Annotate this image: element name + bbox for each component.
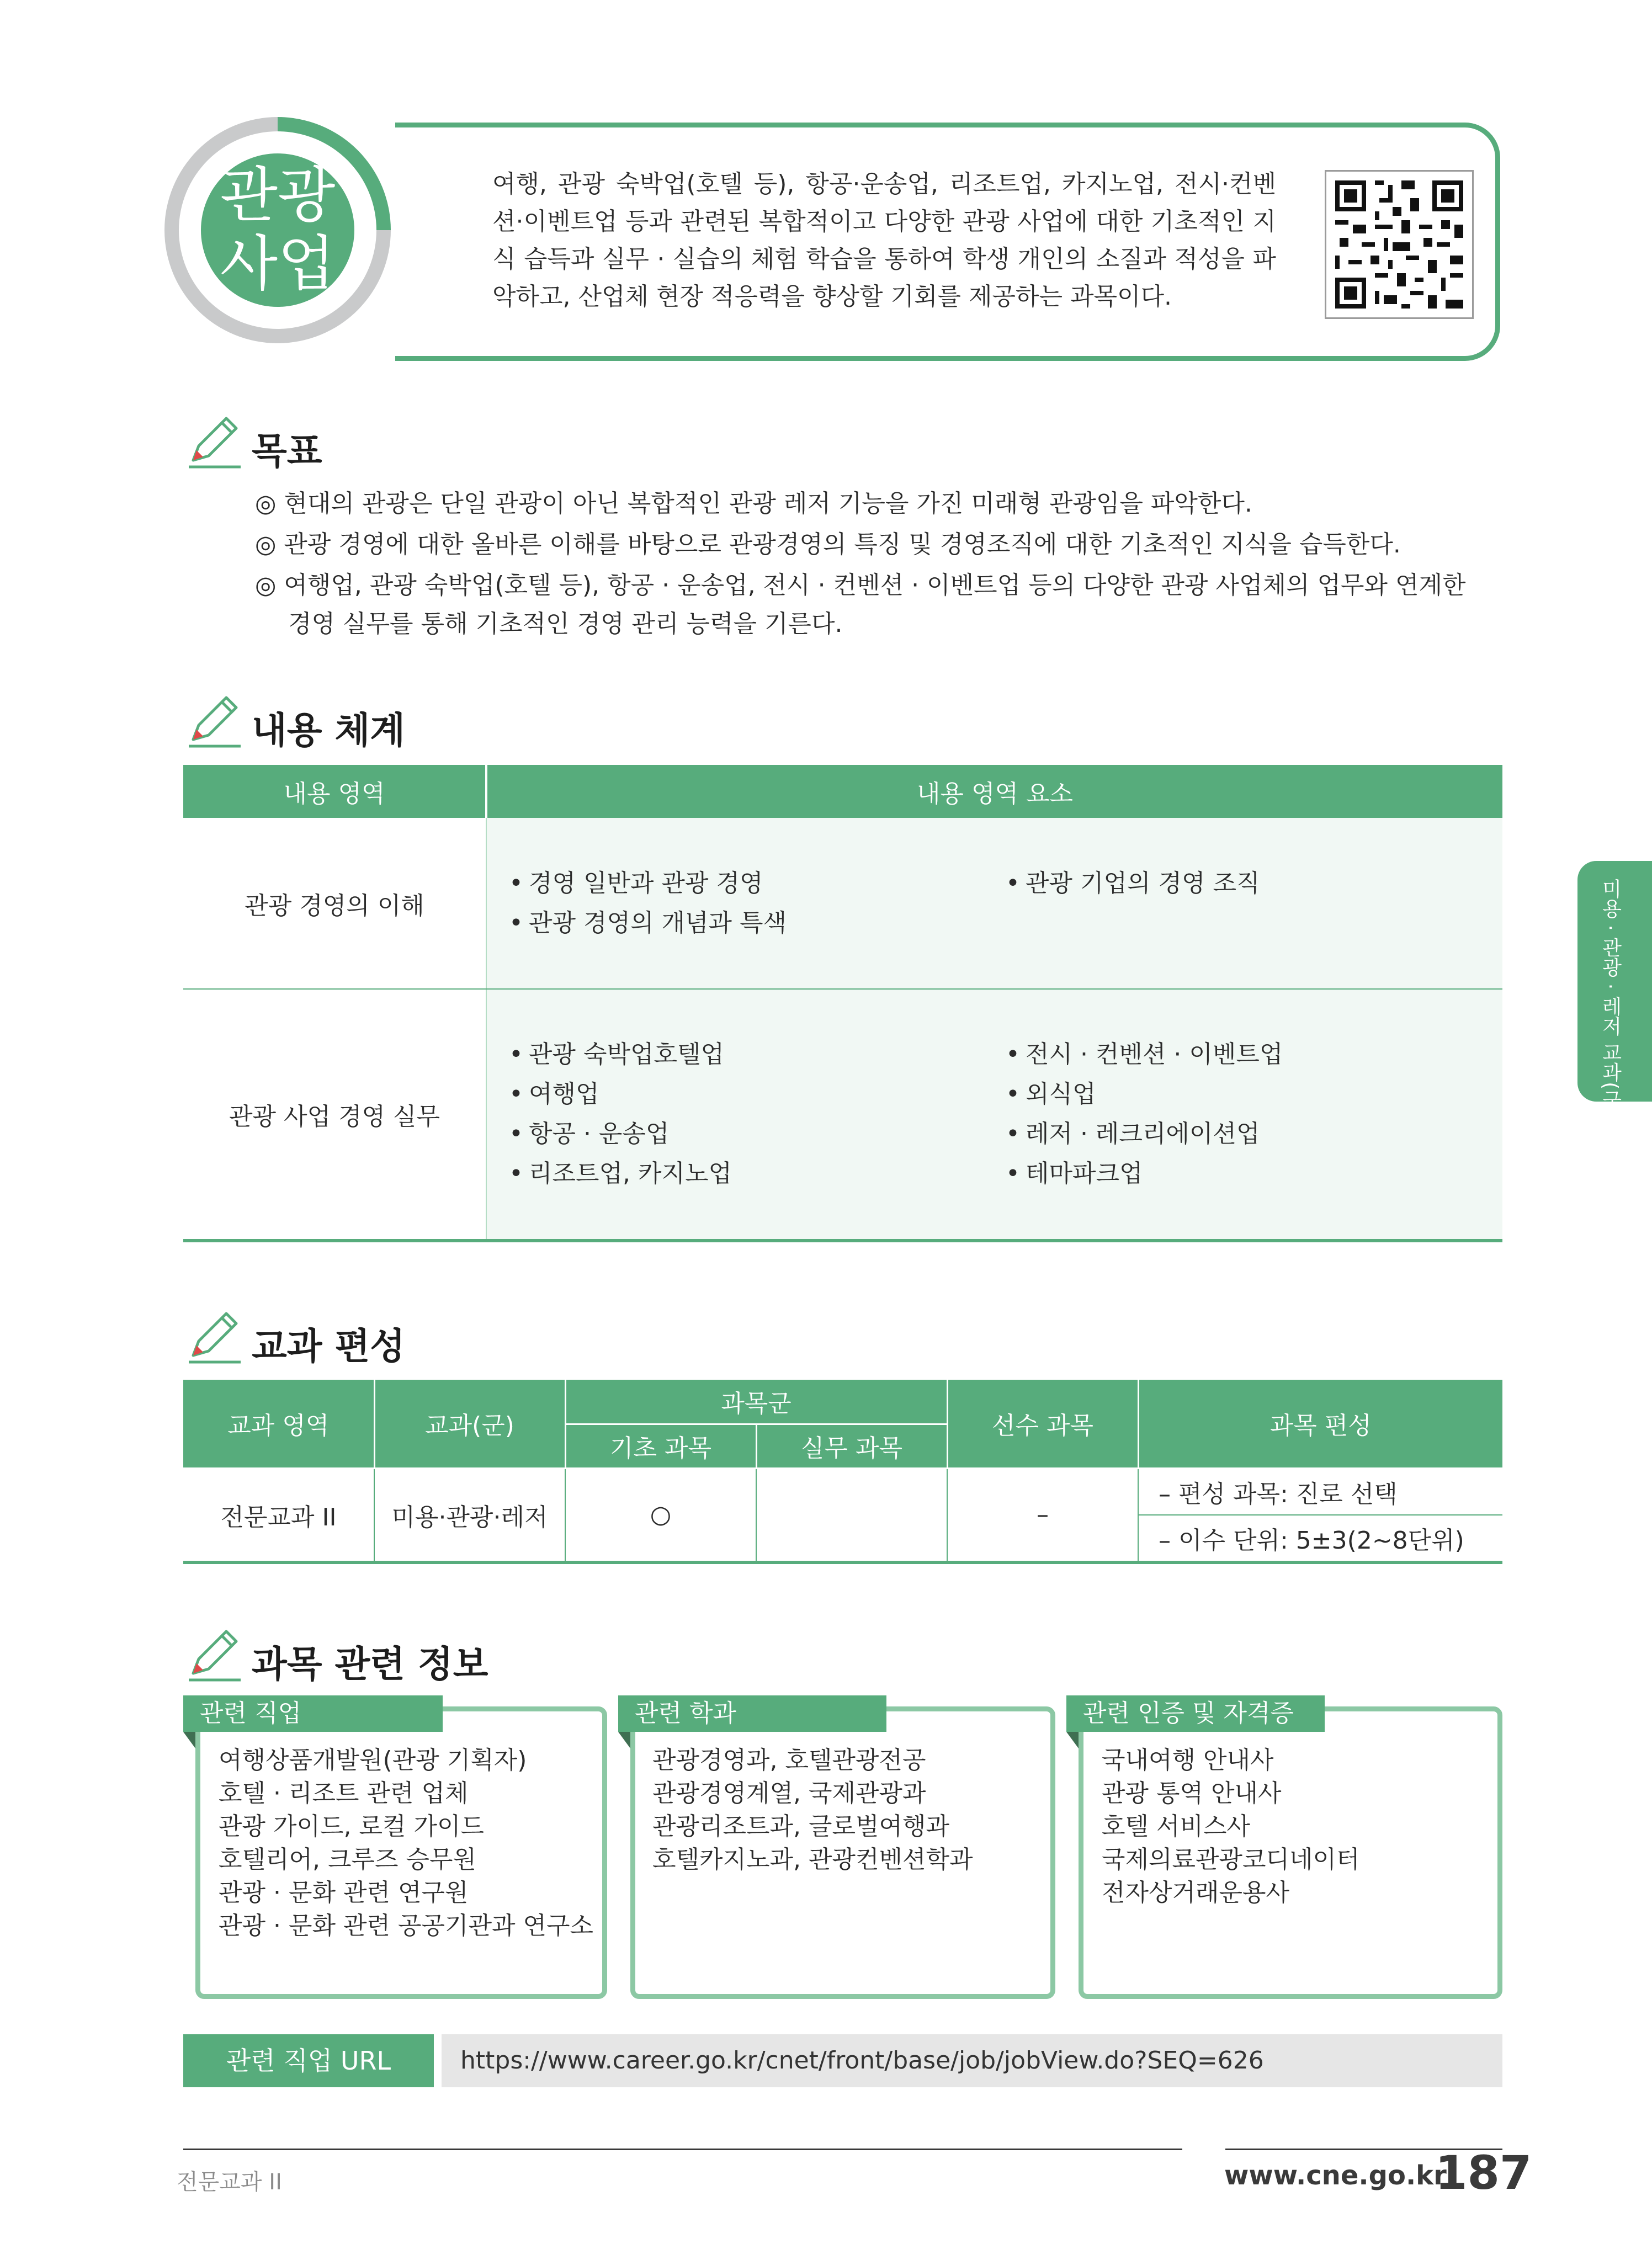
- header-subject-group: 교과(군): [374, 1380, 565, 1468]
- list-item: 국제의료관광코디네이터: [1102, 1846, 1360, 1874]
- related-certs-label: 관련 인증 및 자격증: [1066, 1695, 1325, 1732]
- list-item: • 전시 · 컨벤션 · 이벤트업: [1006, 1035, 1502, 1075]
- content-area: 관광 사업 경영 실무: [183, 989, 486, 1241]
- header-composition: 과목 편성: [1138, 1380, 1502, 1468]
- pencil-icon: [183, 1627, 245, 1684]
- list-item: 호텔 · 리조트 관련 업체: [219, 1779, 469, 1807]
- cell-composition-1: – 편성 과목: 진로 선택: [1138, 1468, 1502, 1515]
- list-item: 관광 · 문화 관련 공공기관과 연구소: [219, 1912, 593, 1940]
- goal-item-2: ◎ 관광 경영에 대한 올바른 이해를 바탕으로 관광경영의 특징 및 경영조직에 대한 기초적인 지식을 습득한다.: [255, 530, 1401, 559]
- goal-item-3-cont: 경영 실무를 통해 기초적인 경영 관리 능력을 기른다.: [288, 610, 843, 638]
- title-line-1: 관광: [220, 161, 336, 230]
- list-item: • 관광 기업의 경영 조직: [1006, 864, 1502, 903]
- cell-prerequisite: –: [947, 1468, 1138, 1562]
- list-item: 관광경영계열, 국제관광과: [652, 1779, 926, 1807]
- header-area: 교과 영역: [183, 1380, 374, 1468]
- list-item: • 레저 · 레크리에이션업: [1006, 1114, 1502, 1154]
- list-item: • 경영 일반과 관광 경영: [509, 864, 1006, 903]
- footer-site-link[interactable]: www.cne.go.kr: [1224, 2160, 1447, 2191]
- header-content-area: 내용 영역: [183, 765, 486, 818]
- pencil-icon: [183, 414, 245, 471]
- side-chapter-tab[interactable]: [1577, 861, 1652, 1118]
- subject-description: 여행, 관광 숙박업(호텔 등), 항공·운송업, 리조트업, 카지노업, 전시·컨벤션·이벤트업 등과 관련된 복합적이고 다양한 관광 사업에 대한 기초적인 지식 습득과 실무 · 실습의 체험 학습을 통하여 학생 개인의 소질과 적성을 파악하고, 산업체 현장 적응력을 향상할 기회를 제공하는 과목이다.: [492, 170, 1276, 311]
- cell-area: 전문교과 II: [183, 1468, 374, 1562]
- list-item: 관광 가이드, 로컬 가이드: [219, 1812, 484, 1841]
- list-item: • 항공 · 운송업: [509, 1114, 1006, 1154]
- header-practical: 실무 과목: [756, 1424, 947, 1468]
- list-item: 여행상품개발원(관광 기획자): [219, 1746, 527, 1774]
- footer-section-label: 전문교과 II: [177, 2169, 282, 2195]
- footer-divider: [183, 2149, 1182, 2150]
- title-line-2: 사업: [220, 230, 336, 299]
- list-item: • 관광 경영의 개념과 특색: [509, 903, 1006, 943]
- header-basic: 기초 과목: [565, 1424, 756, 1468]
- content-area: 관광 경영의 이해: [183, 818, 486, 989]
- list-item: 호텔 서비스사: [1102, 1812, 1251, 1841]
- related-certs-list: [1102, 1744, 1360, 1910]
- goal-item-1: ◎ 현대의 관광은 단일 관광이 아닌 복합적인 관광 레저 기능을 가진 미래형 관광임을 파악한다.: [255, 490, 1252, 518]
- cell-practical: [756, 1468, 947, 1562]
- content-system-title: 내용 체계: [252, 709, 406, 752]
- header-content-elements: 내용 영역 요소: [486, 765, 1502, 818]
- content-system-table: [183, 765, 1502, 1242]
- list-item: • 외식업: [1006, 1075, 1502, 1114]
- related-majors-label: 관련 학과: [618, 1695, 886, 1732]
- curriculum-table: [183, 1380, 1502, 1564]
- list-item: • 여행업: [509, 1075, 1006, 1114]
- pencil-icon: [183, 693, 245, 751]
- header-course-group: 과목군: [565, 1380, 947, 1424]
- list-item: • 테마파크업: [1006, 1154, 1502, 1194]
- related-jobs-label: 관련 직업: [183, 1695, 443, 1732]
- list-item: 호텔카지노과, 관광컨벤션학과: [652, 1846, 973, 1874]
- table-row: [183, 1468, 1502, 1515]
- curriculum-title: 교과 편성: [252, 1325, 406, 1368]
- related-job-url-label: 관련 직업 URL: [183, 2034, 434, 2087]
- list-item: 관광 통역 안내사: [1102, 1779, 1282, 1807]
- title-badge: [164, 117, 391, 343]
- page-number: 187: [1435, 2146, 1532, 2200]
- cell-basic: ○: [565, 1468, 756, 1562]
- list-item: 호텔리어, 크루즈 승무원: [219, 1846, 476, 1874]
- list-item: 관광 · 문화 관련 연구원: [219, 1879, 469, 1907]
- cell-subject-group: 미용·관광·레저: [374, 1468, 565, 1562]
- goals-title: 목표: [252, 430, 322, 472]
- list-item: 관광경영과, 호텔관광전공: [652, 1746, 926, 1774]
- goal-item-3: ◎ 여행업, 관광 숙박업(호텔 등), 항공 · 운송업, 전시 · 컨벤션 · 이벤트업 등의 다양한 관광 사업체의 업무와 연계한: [255, 571, 1466, 599]
- cell-composition-2: – 이수 단위: 5±3(2~8단위): [1138, 1515, 1502, 1562]
- pencil-icon: [183, 1309, 245, 1366]
- table-row: [183, 989, 1502, 1241]
- table-row: [183, 818, 1502, 989]
- list-item: 전자상거래운용사: [1102, 1879, 1290, 1907]
- list-item: • 관광 숙박업호텔업: [509, 1035, 1006, 1075]
- header-prerequisite: 선수 과목: [947, 1380, 1138, 1468]
- list-item: 관광리조트과, 글로벌여행과: [652, 1812, 950, 1841]
- related-info-title: 과목 관련 정보: [252, 1643, 488, 1685]
- list-item: 국내여행 안내사: [1102, 1746, 1274, 1774]
- qr-code-icon[interactable]: [1325, 170, 1474, 319]
- related-jobs-list: [219, 1744, 593, 1943]
- related-majors-list: [652, 1744, 973, 1876]
- side-chapter-label: 미용 · 관광 · 레저 교과(군): [1599, 879, 1622, 1118]
- list-item: • 리조트업, 카지노업: [509, 1154, 1006, 1194]
- related-job-url-link[interactable]: https://www.career.go.kr/cnet/front/base/job/jobView.do?SEQ=626: [442, 2034, 1502, 2087]
